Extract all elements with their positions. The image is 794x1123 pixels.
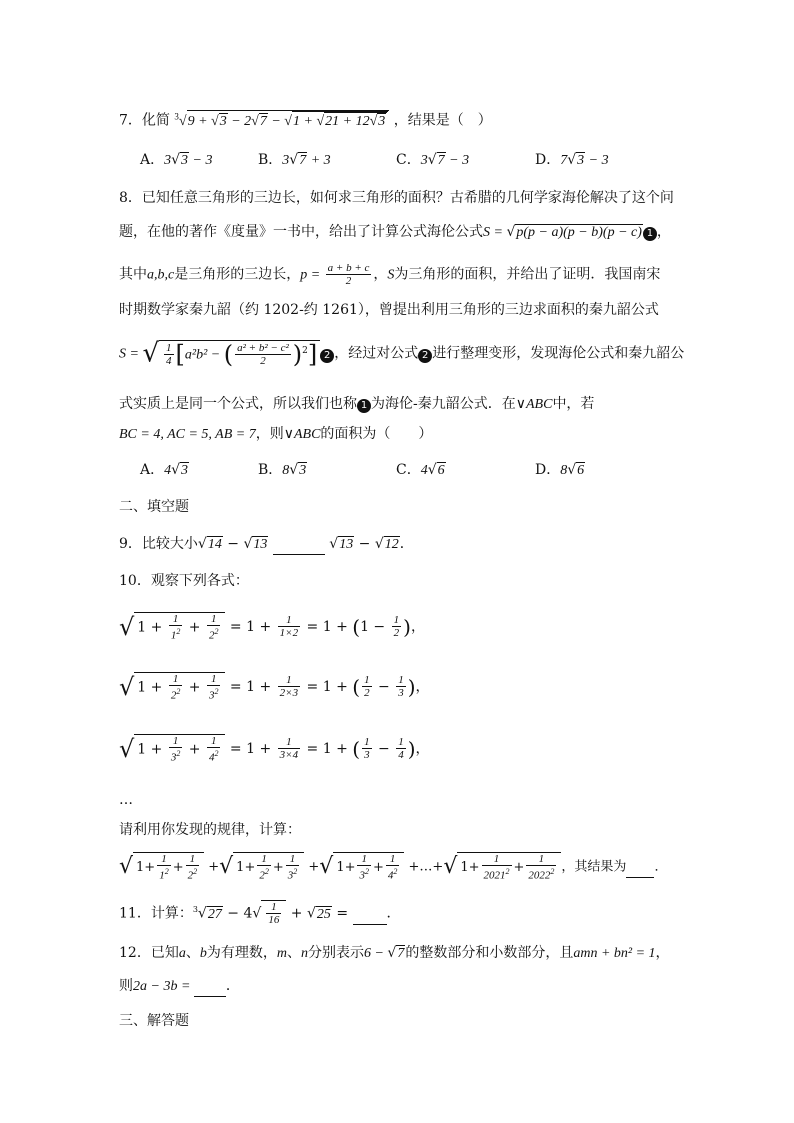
q8-line-1: 8．已知任意三角形的三边长，如何求三角形的面积？古希腊的几何学家海伦解决了这个问 [119,190,674,206]
section-heading-solve: 三、解答题 [119,1013,189,1029]
section-heading-fill-in: 二、填空题 [119,499,189,515]
q10-formula-3: √ 1 + $\frac{1}{3^2}$ + $\frac{1}{4^2}$ = 1 + $\frac{1}{3\times 4}$ = 1 + ( $\frac{1}{3}$ − $\frac{1}{4}$ )， [119,734,430,764]
circle-2-ref-icon: 2 [418,349,432,363]
q10-answer-blank[interactable] [626,857,654,878]
q8-line-3: 其中a,b,c是三角形的三边长，p = $\frac{a + b + c}{2}$ ，S为三角形的面积，并给出了证明．我国南宋 [119,262,661,287]
q7-option-d[interactable]: D．7√3 − 3 [535,152,609,168]
circle-2-icon: 2 [320,349,334,363]
q7-option-a[interactable]: A．3√3 − 3 [140,152,213,168]
q8-line-4: 时期数学家秦九韶（约 1202-约 1261），曾提出利用三角形的三边求面积的秦九韶公式 [119,302,659,318]
q8-option-d[interactable]: D．8√6 [535,462,585,478]
q10-formula-2: √ 1 + $\frac{1}{2^2}$ + $\frac{1}{3^2}$ = 1 + $\frac{1}{2\times 3}$ = 1 + ( $\frac{1}{2}$ − $\frac{1}{3}$ )， [119,672,430,702]
q12-line-1: 12．已知a、b为有理数，m、n分别表示6 − √7的整数部分和小数部分，且amn + bn² = 1， [119,945,670,961]
q8-formula-2: S = √ $\frac{1}{4}$ [a²b² − ( $\frac{\text{a² + b² − c²}}{2}$ )$^2$] 2 ，经过对公式 2 进行整理变形，发现海伦公式和秦九韶公 [119,338,685,369]
q8-option-a[interactable]: A．4√3 [140,462,189,478]
q12-line-2: 则2a − 3b = ． [119,976,240,997]
q12-answer-blank[interactable] [194,976,226,997]
q8-line-2: 题，在他的著作《度量》一书中，给出了计算公式海伦公式S = √p(p − a)(p − b)(p − c) 1 ， [119,224,671,240]
q8-option-b[interactable]: B．8√3 [258,462,307,478]
q11-stem: 11．计算：$^3$√27 − 4√ $\frac{1}{16}$ + √25 = ． [119,901,401,927]
q8-line-6: 式实质上是同一个公式，所以我们也称 1 为海伦-秦九韶公式．在∨ABC中，若 [119,396,595,412]
q8-option-c[interactable]: C．4√6 [396,462,445,478]
circle-1-icon: 1 [643,227,657,241]
q10-stem: 10．观察下列各式： [119,573,249,589]
q9-answer-blank[interactable] [273,534,325,555]
q10-ellipsis: … [119,792,133,808]
q7-stem: 7．化简 $^3$√9 + √3 − 2√7 − √1 + √21 + 12√3 ，结果是（ ） [119,111,492,129]
q10-sum-expression: √ 1+ $\frac{1}{1^2}$ + $\frac{1}{2^2}$ +√ 1+ $\frac{1}{2^2}$ + $\frac{1}{3^2}$ +√ 1+ $\frac{1}{3^2}$ + $\frac{1}{4^2}$ +…+√ 1+ $\frac{1}{2021^2}$ + $\frac{1}{2022^2}$ ，其结果为 ． [119,853,668,882]
q11-answer-blank[interactable] [353,904,387,925]
q10-ask: 请利用你发现的规律，计算： [119,822,301,838]
circle-1-ref-icon: 1 [357,399,371,413]
q9-stem: 9．比较大小√14 − √13 √13 − √12． [119,534,414,555]
q8-line-7: BC = 4, AC = 5, AB = 7，则∨ABC的面积为（ ） [119,426,433,442]
q7-option-c[interactable]: C．3√7 − 3 [396,152,470,168]
q10-formula-1: √ 1 + $\frac{1}{1^2}$ + $\frac{1}{2^2}$ = 1 + $\frac{1}{1\times 2}$ = 1 + (1 − $\frac{1}{2}$ )， [119,612,425,642]
q7-option-b[interactable]: B．3√7 + 3 [258,152,331,168]
